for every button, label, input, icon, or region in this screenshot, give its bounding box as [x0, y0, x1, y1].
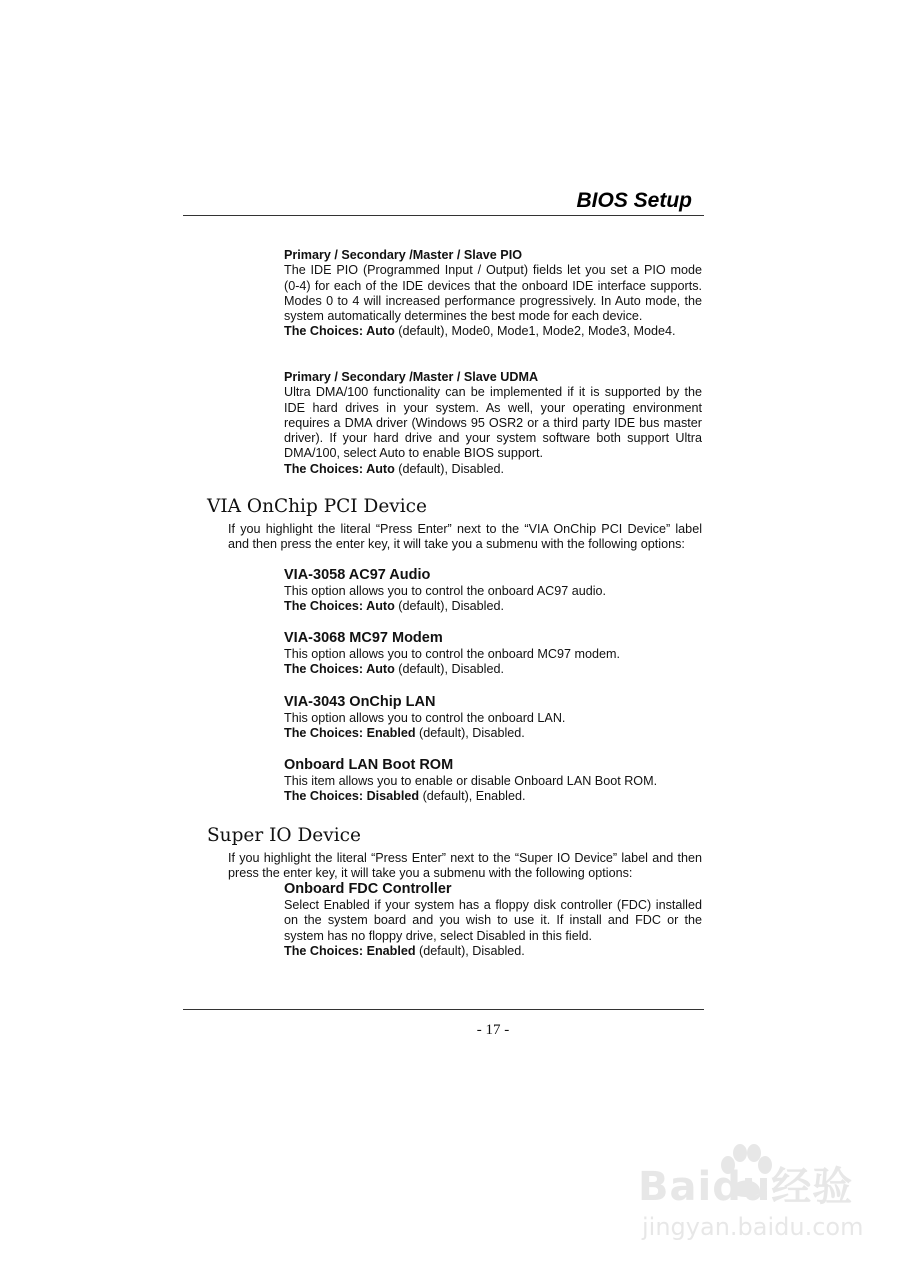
lanboot-item	[284, 757, 702, 805]
ac97-choices	[284, 599, 702, 614]
page-number: - 17 -	[476, 1022, 510, 1038]
lanboot-choices-values: (default), Enabled.	[419, 789, 526, 804]
mc97-description: This option allows you to control the onboard MC97 modem.	[284, 647, 621, 661]
header-rule	[183, 215, 704, 216]
lanboot-title: Onboard LAN Boot ROM	[284, 757, 454, 773]
mc97-item	[284, 630, 702, 678]
superio-section-title: Super IO Device	[207, 825, 361, 846]
pio-title: Primary / Secondary /Master / Slave PIO	[284, 248, 522, 262]
udma-item	[284, 370, 702, 477]
superio-section-intro: If you highlight the literal “Press Enter” next to the “Super IO Device” label and then press the enter key, it will take you a submenu with the following options:	[228, 851, 702, 881]
lan-description: This option allows you to control the onboard LAN.	[284, 711, 566, 725]
ac97-choices-values: (default), Disabled.	[394, 599, 504, 614]
fdc-choices-label: The Choices: Enabled	[284, 943, 416, 958]
mc97-choices	[284, 662, 702, 677]
fdc-title: Onboard FDC Controller	[284, 881, 452, 897]
via-section-intro: If you highlight the literal “Press Enter” next to the “VIA OnChip PCI Device” label and then press the enter key, it will take you a submenu with the following options:	[228, 522, 702, 552]
mc97-choices-values: (default), Disabled.	[394, 662, 504, 677]
udma-description: Ultra DMA/100 functionality can be implemented if it is supported by the IDE hard drives in your system. As well, your operating environment requires a DMA driver (Windows 95 OSR2 or a third party IDE bus master driver). If your hard drive and your system software both support Ultra DMA/100, select Auto to enable BIOS support.	[284, 385, 702, 461]
udma-choices-label: The Choices: Auto	[284, 461, 395, 476]
pio-choices	[284, 324, 702, 339]
pio-description: The IDE PIO (Programmed Input / Output) fields let you set a PIO mode (0-4) for each of the IDE devices that the onboard IDE interface supports. Modes 0 to 4 will increased performance progressively. In Auto mode, the system automatically determines the best mode for each device.	[284, 263, 702, 324]
ac97-item	[284, 567, 702, 615]
fdc-choices-values: (default), Disabled.	[415, 943, 525, 958]
watermark-brand: Baidu经验	[638, 1164, 854, 1210]
mc97-choices-label: The Choices: Auto	[284, 662, 395, 677]
watermark-url: jingyan.baidu.com	[642, 1213, 864, 1241]
lan-choices-label: The Choices: Enabled	[284, 726, 416, 741]
footer-rule	[183, 1009, 704, 1010]
pio-choices-values: (default), Mode0, Mode1, Mode2, Mode3, Mode4.	[394, 324, 676, 339]
via-section-title: VIA OnChip PCI Device	[207, 496, 427, 517]
lanboot-choices	[284, 789, 702, 804]
ac97-description: This option allows you to control the onboard AC97 audio.	[284, 584, 607, 598]
fdc-description: Select Enabled if your system has a floppy disk controller (FDC) installed on the system board and you wish to use it. If install and FDC or the system has no floppy drive, select Disabled in this field.	[284, 898, 702, 943]
fdc-item	[284, 881, 702, 959]
lanboot-choices-label: The Choices: Disabled	[284, 789, 420, 804]
mc97-title: VIA-3068 MC97 Modem	[284, 630, 443, 646]
lan-title: VIA-3043 OnChip LAN	[284, 694, 436, 710]
ac97-title: VIA-3058 AC97 Audio	[284, 567, 431, 583]
page-header-title: BIOS Setup	[576, 189, 692, 212]
lanboot-description: This item allows you to enable or disable Onboard LAN Boot ROM.	[284, 774, 658, 788]
ac97-choices-label: The Choices: Auto	[284, 599, 395, 614]
lan-item	[284, 694, 702, 742]
fdc-choices	[284, 944, 702, 959]
pio-choices-label: The Choices: Auto	[284, 324, 395, 339]
udma-choices-values: (default), Disabled.	[394, 461, 504, 476]
lan-choices-values: (default), Disabled.	[415, 726, 525, 741]
udma-choices	[284, 462, 702, 477]
baidu-watermark	[632, 1143, 872, 1253]
udma-title: Primary / Secondary /Master / Slave UDMA	[284, 370, 539, 384]
pio-item	[284, 248, 702, 340]
lan-choices	[284, 726, 702, 741]
